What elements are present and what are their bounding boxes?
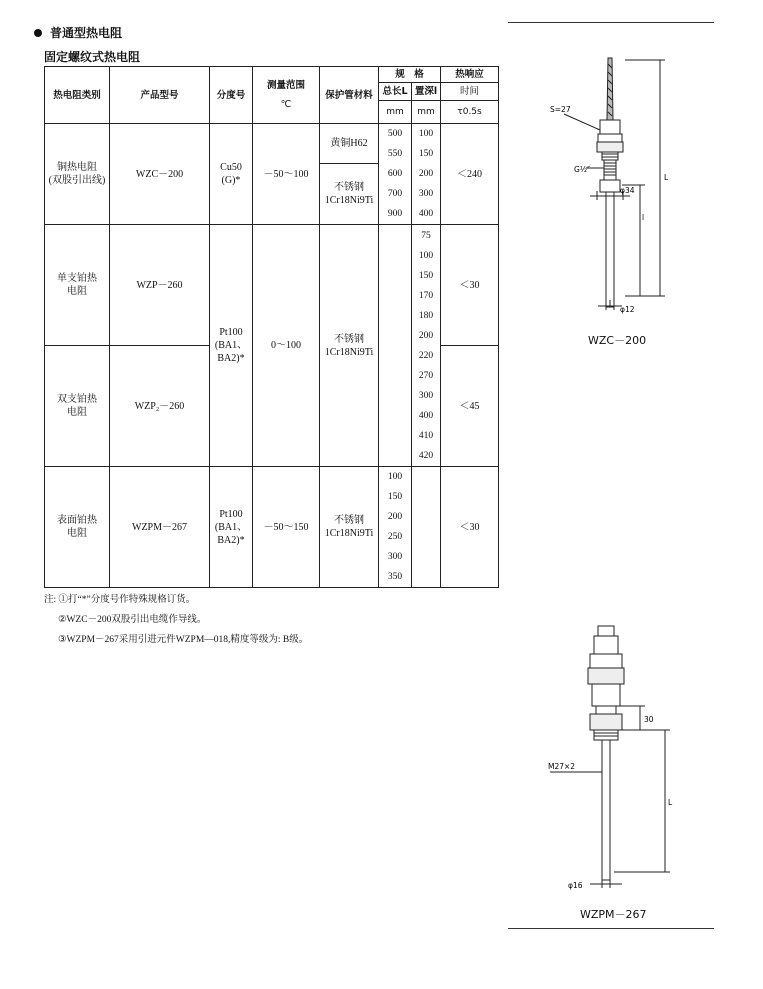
list-item: 250: [387, 532, 403, 542]
cell-material-wzpm: 不锈钢 1Cr18Ni9Ti: [320, 467, 379, 588]
cell-range-pt: 0～100: [253, 225, 320, 467]
caption-wzpm: WZPM－267: [580, 908, 647, 921]
list-item: 150: [418, 149, 434, 159]
bullet-icon: [34, 29, 42, 37]
cell-depth-pt: [412, 225, 441, 467]
list-item: 600: [387, 169, 403, 179]
header-range-label: 测量范围: [266, 80, 305, 91]
label-phi12: φ12: [620, 305, 635, 314]
cell-response-wzpm: ＜30: [441, 467, 499, 588]
unit-mm-depth: mm: [412, 101, 441, 124]
cell-range-wzc: －50～100: [253, 124, 320, 225]
list-item: 300: [418, 189, 434, 199]
header-grade: 分度号: [210, 67, 253, 124]
cell-material-brass: 黄铜H62: [320, 124, 379, 164]
total-length-list-wzc: [379, 124, 411, 224]
note-1: 注: ①打“*”分度号作特殊规格订货。: [44, 595, 196, 605]
list-item: 100: [387, 472, 403, 482]
section-title: 普通型热电阻: [50, 26, 123, 40]
label-g: G½″: [574, 165, 590, 174]
label-L-wzpm: L: [668, 798, 673, 807]
list-item: 170: [418, 291, 434, 301]
list-item: 410: [418, 431, 434, 441]
header-spec: 规 格: [379, 67, 441, 83]
list-item: 420: [418, 451, 434, 461]
cell-total-length-pt: [379, 225, 412, 467]
spec-table: [44, 66, 499, 588]
section-title-row: [34, 24, 122, 41]
cell-material-steel-pt: 不锈钢 1Cr18Ni9Ti: [320, 225, 379, 467]
cell-type-copper: 铜热电阻 (双股引出线): [45, 124, 110, 225]
note-2: ②WZC－200双股引出电缆作导线。: [58, 615, 207, 625]
subsection-title: 固定螺纹式热电阻: [44, 50, 141, 64]
note-3: ③WZPM－267采用引进元件WZPM—018,精度等级为: B级。: [58, 635, 309, 645]
header-range: [253, 67, 320, 124]
list-item: 400: [418, 411, 434, 421]
cell-material-steel-wzc: 不锈钢 1Cr18Ni9Ti: [320, 164, 379, 225]
label-phi16: φ16: [568, 881, 583, 890]
list-item: 300: [387, 552, 403, 562]
top-rule: [508, 22, 714, 23]
list-item: 180: [418, 311, 434, 321]
header-response: 热响应: [441, 67, 499, 83]
header-material: 保护管材料: [320, 67, 379, 124]
cell-response-wzc: ＜240: [441, 124, 499, 225]
response-symbol: τ0.5s: [441, 101, 499, 124]
list-item: 200: [387, 512, 403, 522]
list-item: 150: [387, 492, 403, 502]
list-item: 200: [418, 331, 434, 341]
cell-response-wzp2: ＜45: [441, 346, 499, 467]
depth-list-wzc: [412, 124, 440, 224]
figure-wzc-200: [540, 50, 680, 325]
label-m27: M27×2: [548, 762, 576, 771]
label-L: L: [664, 173, 669, 182]
list-item: 100: [418, 129, 434, 139]
cell-type-single-pt: 单支铂热 电阻: [45, 225, 110, 346]
cell-total-length-wzpm: [379, 467, 412, 588]
list-item: 900: [387, 209, 403, 219]
list-item: 350: [387, 572, 403, 582]
label-s: S=27: [550, 105, 571, 114]
notes: [44, 590, 308, 650]
unit-mm-total: mm: [379, 101, 412, 124]
list-item: 700: [387, 189, 403, 199]
depth-list-pt: [412, 226, 440, 466]
list-item: 75: [421, 231, 431, 241]
cell-grade-pt100: Pt100 (BA1、BA2)*: [210, 225, 253, 467]
list-item: 400: [418, 209, 434, 219]
header-total-length: 总长L: [379, 83, 412, 101]
cell-grade-cu50: Cu50 (G)*: [210, 124, 253, 225]
cell-total-length-wzc: [379, 124, 412, 225]
cell-type-double-pt: 双支铂热 电阻: [45, 346, 110, 467]
cell-response-wzp: ＜30: [441, 225, 499, 346]
list-item: 100: [418, 251, 434, 261]
header-model: 产品型号: [110, 67, 210, 124]
list-item: 300: [418, 391, 434, 401]
list-item: 550: [387, 149, 403, 159]
label-l: l: [642, 213, 645, 222]
cell-model-wzpm: WZPM－267: [110, 467, 210, 588]
caption-wzc: WZC－200: [588, 334, 647, 347]
header-range-unit: ℃: [280, 99, 292, 110]
figure-wzpm-267: [540, 620, 690, 900]
bottom-rule: [508, 928, 714, 929]
label-30: 30: [644, 715, 654, 724]
label-phi34: φ34: [620, 186, 635, 195]
cell-type-surface-pt: 表面铂热 电阻: [45, 467, 110, 588]
list-item: 200: [418, 169, 434, 179]
header-response-time: 时间: [441, 83, 499, 101]
cell-grade-wzpm: Pt100 (BA1、BA2)*: [210, 467, 253, 588]
list-item: 500: [387, 129, 403, 139]
total-length-list-wzpm: [379, 467, 411, 587]
header-insert-depth: 置深l: [412, 83, 441, 101]
header-type: 热电阻类别: [45, 67, 110, 124]
list-item: 150: [418, 271, 434, 281]
list-item: 270: [418, 371, 434, 381]
cell-depth-wzc: [412, 124, 441, 225]
cell-depth-wzpm: [412, 467, 441, 588]
list-item: 220: [418, 351, 434, 361]
cell-model-wzp2: WZP₂－260: [110, 346, 210, 467]
cell-model-wzc: WZC－200: [110, 124, 210, 225]
cell-range-wzpm: －50～150: [253, 467, 320, 588]
cell-model-wzp: WZP－260: [110, 225, 210, 346]
